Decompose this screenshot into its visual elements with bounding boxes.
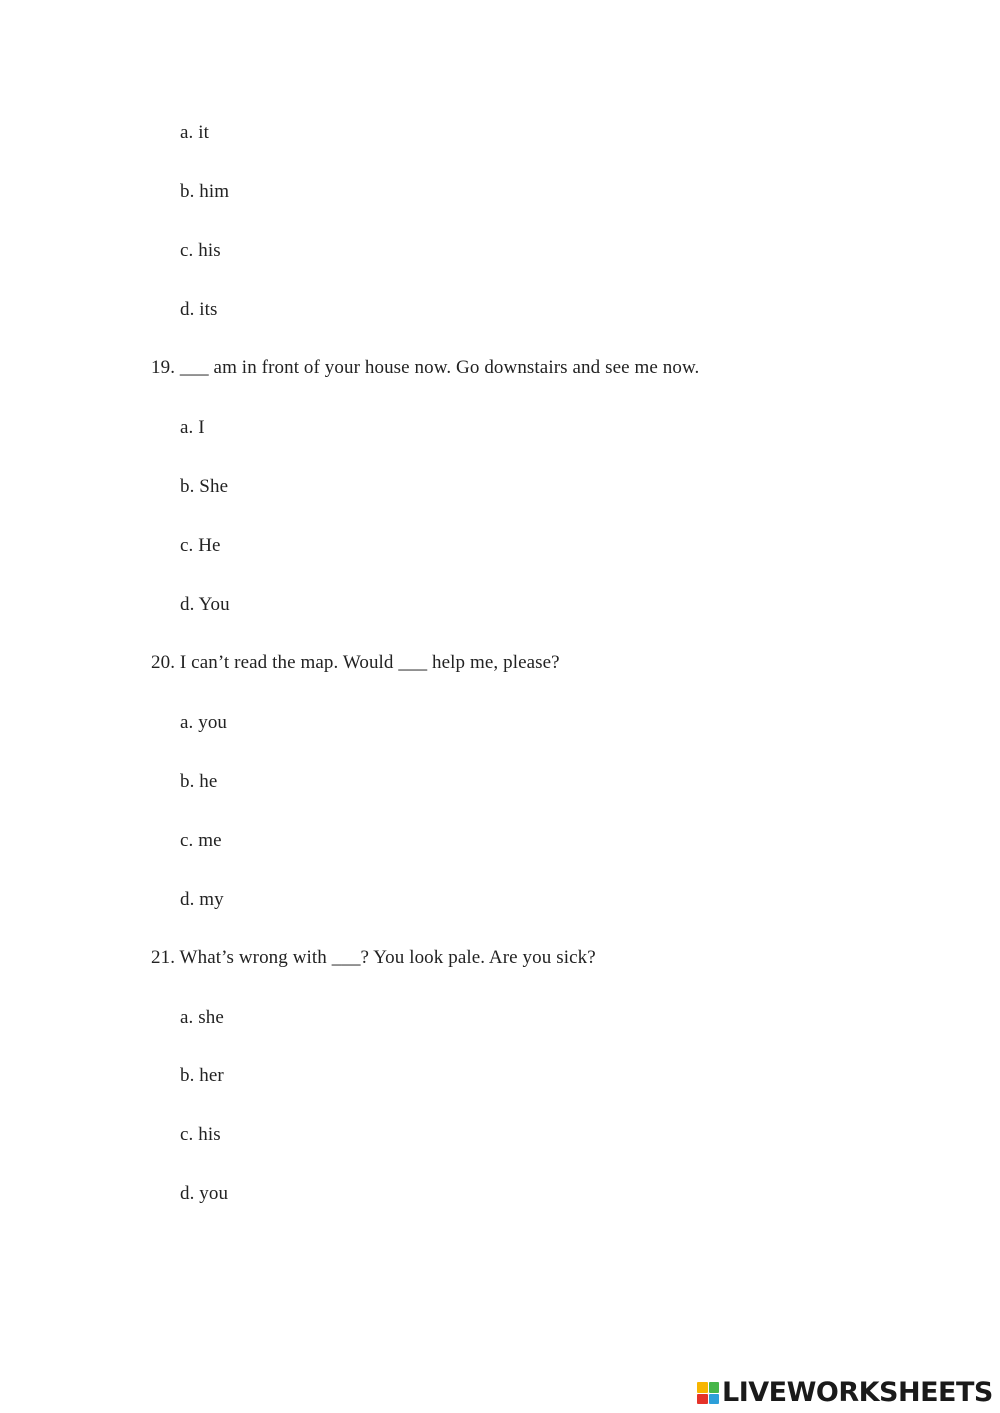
q18-option-d[interactable]: d. its	[180, 299, 218, 320]
q19-option-d[interactable]: d. You	[180, 594, 230, 615]
q18-option-a[interactable]: a. it	[180, 122, 209, 143]
q18-option-c[interactable]: c. his	[180, 240, 221, 261]
question-20: 20. I can’t read the map. Would ___ help me, please?	[151, 652, 560, 673]
q19-option-a[interactable]: a. I	[180, 417, 205, 438]
liveworksheets-logo	[697, 1378, 993, 1408]
q21-option-b[interactable]: b. her	[180, 1065, 224, 1086]
q20-option-a[interactable]: a. you	[180, 712, 228, 733]
liveworksheets-brand-text: LIVEWORKSHEETS	[722, 1377, 993, 1408]
liveworksheets-logo-icon	[697, 1382, 719, 1404]
question-21: 21. What’s wrong with ___? You look pale. Are you sick?	[151, 947, 596, 968]
q21-option-d[interactable]: d. you	[180, 1183, 229, 1204]
logo-block-yellow	[697, 1382, 708, 1393]
q20-option-d[interactable]: d. my	[180, 889, 224, 910]
q20-option-c[interactable]: c. me	[180, 830, 222, 851]
logo-block-blue	[709, 1394, 720, 1405]
q21-option-c[interactable]: c. his	[180, 1124, 221, 1145]
q19-option-b[interactable]: b. She	[180, 476, 229, 497]
logo-block-red	[697, 1394, 708, 1405]
logo-block-green	[709, 1382, 720, 1393]
q18-option-b[interactable]: b. him	[180, 181, 230, 202]
question-19: 19. ___ am in front of your house now. Go downstairs and see me now.	[151, 357, 700, 378]
q21-option-a[interactable]: a. she	[180, 1007, 224, 1028]
q20-option-b[interactable]: b. he	[180, 771, 218, 792]
q19-option-c[interactable]: c. He	[180, 535, 221, 556]
